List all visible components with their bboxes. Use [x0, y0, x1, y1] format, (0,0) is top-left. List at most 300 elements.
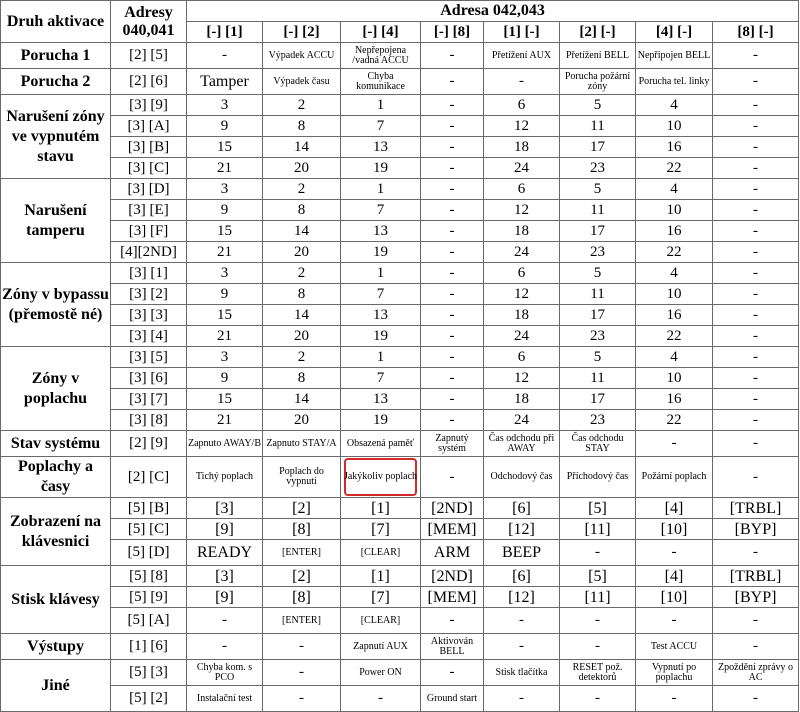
col-header: [-] [4] — [341, 22, 421, 43]
group-label: Stisk klávesy — [1, 566, 111, 634]
value-cell: 7 — [341, 368, 421, 389]
value-cell: 16 — [636, 389, 713, 410]
value-cell: - — [713, 686, 799, 712]
value-cell: 16 — [636, 305, 713, 326]
value-cell: 2 — [263, 347, 341, 368]
value-cell: - — [713, 95, 799, 116]
value-cell: 3 — [187, 179, 263, 200]
value-cell: - — [421, 242, 484, 263]
value-cell: 14 — [263, 137, 341, 158]
highlighted-text: Jakýkoliv poplach — [343, 471, 418, 482]
value-cell: Příchodový čas — [560, 457, 636, 498]
value-cell: [ENTER] — [263, 608, 341, 634]
value-cell: - — [421, 389, 484, 410]
value-cell: - — [713, 69, 799, 95]
col-header: [4] [-] — [636, 22, 713, 43]
value-cell: - — [421, 347, 484, 368]
value-cell: 24 — [484, 410, 560, 431]
value-cell: [TRBL] — [713, 498, 799, 519]
value-cell: 14 — [263, 305, 341, 326]
value-cell: [11] — [560, 519, 636, 540]
value-cell: 20 — [263, 410, 341, 431]
header-row — [1, 1, 799, 22]
table-row — [1, 686, 799, 712]
value-cell: [6] — [484, 566, 560, 587]
value-cell: 9 — [187, 284, 263, 305]
table-row — [1, 95, 799, 116]
value-cell: - — [421, 368, 484, 389]
value-cell: - — [421, 200, 484, 221]
table-row — [1, 305, 799, 326]
value-cell: Ground start — [421, 686, 484, 712]
value-cell: - — [421, 263, 484, 284]
value-cell: - — [421, 179, 484, 200]
address-cell: [2] [9] — [111, 431, 187, 457]
table-row — [1, 431, 799, 457]
value-cell: 5 — [560, 347, 636, 368]
col-header: [8] [-] — [713, 22, 799, 43]
value-cell: [CLEAR] — [341, 608, 421, 634]
value-cell: 3 — [187, 263, 263, 284]
value-cell: [4] — [636, 566, 713, 587]
value-cell: 24 — [484, 242, 560, 263]
value-cell: 4 — [636, 347, 713, 368]
value-cell: Zapnutý systém — [421, 431, 484, 457]
value-cell: 21 — [187, 326, 263, 347]
address-cell: [3] [C] — [111, 158, 187, 179]
group-label: Narušení zóny ve vypnutém stavu — [1, 95, 111, 179]
group-label: Zóny v poplachu — [1, 347, 111, 431]
table-row — [1, 519, 799, 540]
value-cell: Nepřepojena /vadná ACCU — [341, 43, 421, 69]
value-cell: BEEP — [484, 540, 560, 566]
address-cell: [5] [8] — [111, 566, 187, 587]
address-cell: [3] [A] — [111, 116, 187, 137]
table-row — [1, 347, 799, 368]
value-cell: - — [713, 284, 799, 305]
value-cell: 16 — [636, 221, 713, 242]
value-cell: Požární poplach — [636, 457, 713, 498]
value-cell: Test ACCU — [636, 634, 713, 660]
value-cell: [12] — [484, 519, 560, 540]
value-cell: 22 — [636, 410, 713, 431]
table-row — [1, 137, 799, 158]
value-cell: - — [713, 326, 799, 347]
table-row — [1, 263, 799, 284]
value-cell: 2 — [263, 95, 341, 116]
table-row — [1, 368, 799, 389]
value-cell: - — [263, 686, 341, 712]
value-cell: [MEM] — [421, 519, 484, 540]
value-cell: [2] — [263, 566, 341, 587]
group-label: Poplachy a časy — [1, 457, 111, 498]
value-cell: 16 — [636, 137, 713, 158]
address-cell: [3] [8] — [111, 410, 187, 431]
value-cell: Obsazená paměť — [341, 431, 421, 457]
value-cell: - — [713, 431, 799, 457]
value-cell: 6 — [484, 95, 560, 116]
table-row — [1, 179, 799, 200]
address-cell: [3] [3] — [111, 305, 187, 326]
value-cell: 4 — [636, 263, 713, 284]
value-cell: 13 — [341, 221, 421, 242]
value-cell: - — [713, 43, 799, 69]
value-cell: - — [263, 634, 341, 660]
value-cell: [BYP] — [713, 519, 799, 540]
value-cell: Power ON — [341, 660, 421, 686]
value-cell: - — [421, 660, 484, 686]
value-cell: READY — [187, 540, 263, 566]
value-cell: 18 — [484, 137, 560, 158]
address-cell: [3] [6] — [111, 368, 187, 389]
value-cell: 6 — [484, 347, 560, 368]
value-cell: 5 — [560, 179, 636, 200]
value-cell: Instalační test — [187, 686, 263, 712]
value-cell: [ENTER] — [263, 540, 341, 566]
value-cell: - — [421, 608, 484, 634]
value-cell: 10 — [636, 200, 713, 221]
value-cell: Zapnuto AWAY/B — [187, 431, 263, 457]
group-label: Zobrazení na klávesnici — [1, 498, 111, 566]
value-cell: 9 — [187, 368, 263, 389]
value-cell: [5] — [560, 498, 636, 519]
value-cell: 13 — [341, 137, 421, 158]
value-cell: 23 — [560, 326, 636, 347]
value-cell: - — [713, 116, 799, 137]
table-row — [1, 566, 799, 587]
table-row — [1, 158, 799, 179]
value-cell: 11 — [560, 200, 636, 221]
value-cell: 3 — [187, 95, 263, 116]
table-row — [1, 498, 799, 519]
value-cell: [3] — [187, 498, 263, 519]
value-cell: 20 — [263, 326, 341, 347]
value-cell: [2ND] — [421, 498, 484, 519]
value-cell: Porucha tel. linky — [636, 69, 713, 95]
table-row — [1, 221, 799, 242]
value-cell: - — [713, 242, 799, 263]
value-cell: 19 — [341, 158, 421, 179]
table-row — [1, 389, 799, 410]
value-cell: - — [421, 116, 484, 137]
value-cell: - — [713, 158, 799, 179]
value-cell: - — [421, 43, 484, 69]
value-cell: Tamper — [187, 69, 263, 95]
value-cell: 18 — [484, 221, 560, 242]
value-cell: 11 — [560, 284, 636, 305]
col-header: [-] [8] — [421, 22, 484, 43]
value-cell: Vypnutí po poplachu — [636, 660, 713, 686]
value-cell: Odchodový čas — [484, 457, 560, 498]
value-cell: 13 — [341, 389, 421, 410]
value-cell: 20 — [263, 158, 341, 179]
table-row — [1, 43, 799, 69]
group-label: Narušení tamperu — [1, 179, 111, 263]
value-cell: Nepřipojen BELL — [636, 43, 713, 69]
value-cell: - — [713, 200, 799, 221]
table-row — [1, 284, 799, 305]
group-label: Stav systému — [1, 431, 111, 457]
value-cell: 1 — [341, 179, 421, 200]
value-cell: 14 — [263, 221, 341, 242]
value-cell: [9] — [187, 587, 263, 608]
table-row — [1, 116, 799, 137]
value-cell: 1 — [341, 95, 421, 116]
value-cell: - — [484, 69, 560, 95]
value-cell: - — [636, 608, 713, 634]
value-cell: 7 — [341, 200, 421, 221]
address-cell: [3] [D] — [111, 179, 187, 200]
address-cell: [3] [2] — [111, 284, 187, 305]
value-cell: 22 — [636, 158, 713, 179]
value-cell: Výpadek ACCU — [263, 43, 341, 69]
value-cell: 21 — [187, 242, 263, 263]
group-label: Porucha 1 — [1, 43, 111, 69]
value-cell: [8] — [263, 587, 341, 608]
value-cell: Přetížení AUX — [484, 43, 560, 69]
group-label: Porucha 2 — [1, 69, 111, 95]
value-cell: - — [713, 347, 799, 368]
value-cell: - — [421, 305, 484, 326]
value-cell: Stisk tlačítka — [484, 660, 560, 686]
value-cell: 8 — [263, 200, 341, 221]
address-cell: [5] [9] — [111, 587, 187, 608]
value-cell: Chyba komunikace — [341, 69, 421, 95]
value-cell: 15 — [187, 389, 263, 410]
table-row — [1, 326, 799, 347]
group-label: Jiné — [1, 660, 111, 712]
value-cell: - — [341, 686, 421, 712]
value-cell: 17 — [560, 305, 636, 326]
address-cell: [2] [6] — [111, 69, 187, 95]
value-cell: Čas odchodu STAY — [560, 431, 636, 457]
header-druh-aktivace: Druh aktivace — [1, 1, 111, 43]
value-cell: Čas odchodu při AWAY — [484, 431, 560, 457]
value-cell: [7] — [341, 519, 421, 540]
value-cell: 4 — [636, 95, 713, 116]
col-header: [-] [1] — [187, 22, 263, 43]
value-cell: Zpoždění zprávy o AC — [713, 660, 799, 686]
value-cell: - — [713, 221, 799, 242]
address-cell: [2] [5] — [111, 43, 187, 69]
value-cell: Zapnutí AUX — [341, 634, 421, 660]
value-cell: 8 — [263, 368, 341, 389]
value-cell: 15 — [187, 221, 263, 242]
value-cell: 12 — [484, 284, 560, 305]
value-cell: 19 — [341, 326, 421, 347]
value-cell: [4] — [636, 498, 713, 519]
value-cell: 23 — [560, 410, 636, 431]
value-cell: 23 — [560, 158, 636, 179]
table-row — [1, 69, 799, 95]
address-cell: [3] [5] — [111, 347, 187, 368]
address-cell: [3] [7] — [111, 389, 187, 410]
value-cell: - — [484, 686, 560, 712]
address-cell: [3] [B] — [111, 137, 187, 158]
value-cell: [1] — [341, 566, 421, 587]
value-cell: 17 — [560, 389, 636, 410]
value-cell: [11] — [560, 587, 636, 608]
table-row — [1, 457, 799, 498]
value-cell: RESET pož. detektorů — [560, 660, 636, 686]
value-cell: 19 — [341, 242, 421, 263]
value-cell: - — [187, 634, 263, 660]
value-cell: 2 — [263, 263, 341, 284]
value-cell: - — [484, 634, 560, 660]
group-label: Výstupy — [1, 634, 111, 660]
value-cell: 10 — [636, 116, 713, 137]
address-cell: [1] [6] — [111, 634, 187, 660]
col-header: [-] [2] — [263, 22, 341, 43]
value-cell: - — [560, 540, 636, 566]
value-cell: 18 — [484, 305, 560, 326]
value-cell: 19 — [341, 410, 421, 431]
value-cell: Porucha požární zóny — [560, 69, 636, 95]
value-cell: - — [421, 326, 484, 347]
value-cell: 5 — [560, 263, 636, 284]
table-row — [1, 660, 799, 686]
value-cell: 5 — [560, 95, 636, 116]
col-header: [2] [-] — [560, 22, 636, 43]
value-cell: 20 — [263, 242, 341, 263]
value-cell: 24 — [484, 158, 560, 179]
address-cell: [5] [C] — [111, 519, 187, 540]
value-cell: 4 — [636, 179, 713, 200]
value-cell: - — [713, 540, 799, 566]
address-cell: [5] [3] — [111, 660, 187, 686]
value-cell: 18 — [484, 389, 560, 410]
value-cell: [10] — [636, 587, 713, 608]
value-cell: 1 — [341, 347, 421, 368]
value-cell: 9 — [187, 116, 263, 137]
value-cell: 6 — [484, 179, 560, 200]
value-cell: 3 — [187, 347, 263, 368]
table-row — [1, 608, 799, 634]
value-cell: 22 — [636, 242, 713, 263]
value-cell: 12 — [484, 368, 560, 389]
value-cell: 11 — [560, 368, 636, 389]
value-cell: - — [713, 457, 799, 498]
value-cell: 8 — [263, 284, 341, 305]
value-cell: - — [713, 179, 799, 200]
value-cell: [CLEAR] — [341, 540, 421, 566]
value-cell: ARM — [421, 540, 484, 566]
value-cell: - — [560, 634, 636, 660]
value-cell: - — [636, 540, 713, 566]
col-header: [1] [-] — [484, 22, 560, 43]
value-cell: - — [187, 43, 263, 69]
value-cell: - — [421, 158, 484, 179]
value-cell: [9] — [187, 519, 263, 540]
value-cell: - — [713, 368, 799, 389]
value-cell: 15 — [187, 137, 263, 158]
value-cell: - — [560, 608, 636, 634]
address-cell: [5] [B] — [111, 498, 187, 519]
value-cell: 10 — [636, 284, 713, 305]
value-cell: Aktivován BELL — [421, 634, 484, 660]
value-cell: [2] — [263, 498, 341, 519]
value-cell: 21 — [187, 158, 263, 179]
value-cell: 10 — [636, 368, 713, 389]
value-cell: Poplach do vypnutí — [263, 457, 341, 498]
value-cell: Tichý poplach — [187, 457, 263, 498]
value-cell: 9 — [187, 200, 263, 221]
table-row — [1, 242, 799, 263]
value-cell: 17 — [560, 137, 636, 158]
value-cell: - — [421, 95, 484, 116]
value-cell: 2 — [263, 179, 341, 200]
value-cell: - — [713, 608, 799, 634]
value-cell: - — [263, 660, 341, 686]
value-cell: [7] — [341, 587, 421, 608]
value-cell: - — [713, 410, 799, 431]
value-cell: [2ND] — [421, 566, 484, 587]
table-body — [1, 1, 799, 712]
value-cell: [TRBL] — [713, 566, 799, 587]
value-cell: - — [713, 263, 799, 284]
value-cell: 24 — [484, 326, 560, 347]
value-cell: [MEM] — [421, 587, 484, 608]
table-row — [1, 587, 799, 608]
address-cell: [5] [2] — [111, 686, 187, 712]
value-cell: [8] — [263, 519, 341, 540]
table-row — [1, 410, 799, 431]
value-cell: - — [713, 634, 799, 660]
highlighted-cell — [341, 457, 421, 498]
table-row — [1, 200, 799, 221]
value-cell: - — [713, 305, 799, 326]
value-cell: 7 — [341, 116, 421, 137]
value-cell: - — [484, 608, 560, 634]
address-cell: [4][2ND] — [111, 242, 187, 263]
value-cell: - — [713, 137, 799, 158]
value-cell: 12 — [484, 116, 560, 137]
value-cell: - — [713, 389, 799, 410]
value-cell: - — [636, 431, 713, 457]
value-cell: 14 — [263, 389, 341, 410]
value-cell: - — [187, 608, 263, 634]
value-cell: 21 — [187, 410, 263, 431]
value-cell: Výpadek času — [263, 69, 341, 95]
address-cell: [3] [E] — [111, 200, 187, 221]
value-cell: 11 — [560, 116, 636, 137]
value-cell: [1] — [341, 498, 421, 519]
group-label: Zóny v bypassu (přemostě né) — [1, 263, 111, 347]
value-cell: 15 — [187, 305, 263, 326]
value-cell: [5] — [560, 566, 636, 587]
value-cell: - — [421, 410, 484, 431]
value-cell: - — [421, 284, 484, 305]
value-cell: Chyba kom. s PCO — [187, 660, 263, 686]
value-cell: - — [421, 457, 484, 498]
value-cell: 22 — [636, 326, 713, 347]
address-cell: [2] [C] — [111, 457, 187, 498]
table-row — [1, 634, 799, 660]
value-cell: 17 — [560, 221, 636, 242]
value-cell: - — [636, 686, 713, 712]
value-cell: 7 — [341, 284, 421, 305]
value-cell: - — [421, 137, 484, 158]
address-cell: [3] [F] — [111, 221, 187, 242]
value-cell: - — [421, 69, 484, 95]
value-cell: Zapnuto STAY/A — [263, 431, 341, 457]
value-cell: 12 — [484, 200, 560, 221]
value-cell: [6] — [484, 498, 560, 519]
value-cell: [3] — [187, 566, 263, 587]
value-cell: 6 — [484, 263, 560, 284]
value-cell: 1 — [341, 263, 421, 284]
value-cell: 13 — [341, 305, 421, 326]
